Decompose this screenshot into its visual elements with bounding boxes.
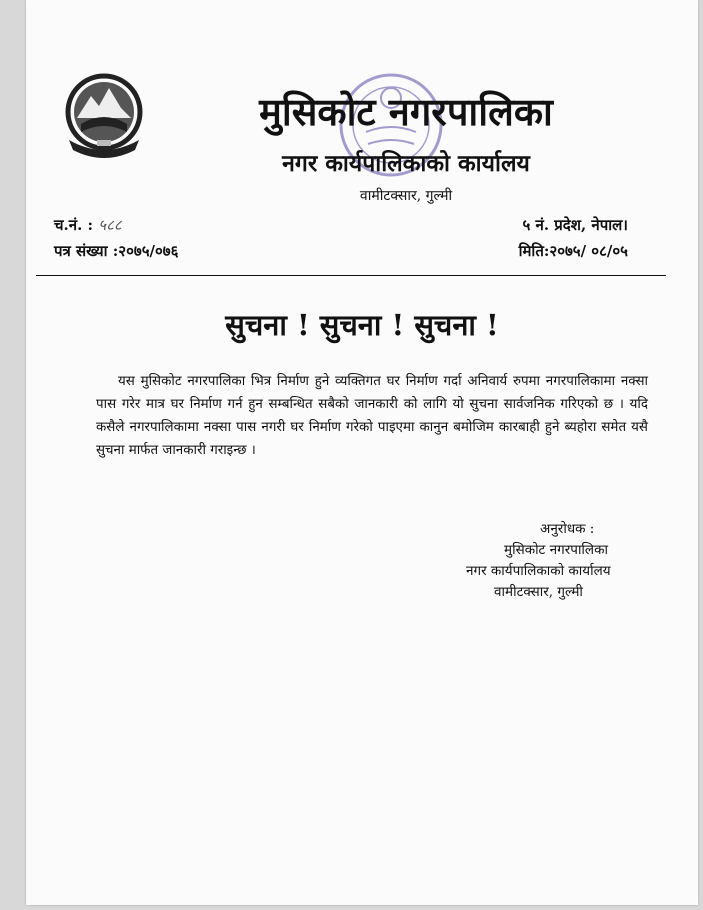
- header-divider: [36, 275, 666, 276]
- notice-body: यस मुसिकोट नगरपालिका भित्र निर्माण हुने व्यक्तिगत घर निर्माण गर्दा अनिवार्य रुपमा नगरपालिकामा नक्सा पास गरेर मात्र घर निर्माण गर्न हुन सम्बन्धित सबैको जानकारी को लागि यो सुचना सार्वजनिक गरिएको छ । यदि कसैले नगरपालिकामा नक्सा पास नगरी घर निर्माण गरेको पाइएमा कानुन बमोजिम कारबाही हुने ब्यहोरा समेत यसै सुचना मार्फत जानकारी गराइन्छ ।: [96, 374, 648, 458]
- signature-municipality: मुसिकोट नगरपालिका: [504, 542, 608, 558]
- office-subtitle: नगर कार्यपालिकाको कार्यालय: [282, 150, 530, 177]
- notice-page: [26, 0, 698, 905]
- date-value: २०७५/ ०८/०५: [549, 242, 628, 260]
- signature-requester: अनुरोधक :: [540, 521, 595, 537]
- signature-block: [466, 519, 666, 603]
- province-line: ५ नं. प्रदेश, नेपाल।: [522, 216, 628, 234]
- nepal-emblem-icon: [59, 70, 149, 166]
- municipality-title: मुसिकोट नगरपालिका: [259, 89, 553, 134]
- patra-label: पत्र संख्या :: [54, 242, 119, 260]
- signature-location: वामीटक्सार, गुल्मी: [494, 584, 583, 600]
- signature-office: नगर कार्यपालिकाको कार्यालय: [466, 563, 611, 579]
- office-location: वामीटक्सार, गुल्मी: [359, 188, 453, 204]
- chalani-number: [54, 215, 122, 235]
- letter-number: [54, 241, 178, 261]
- date-line: [519, 241, 628, 261]
- date-label: मिति:: [518, 242, 550, 260]
- chalani-value: ५८८: [98, 216, 122, 234]
- notice-heading: सुचना ! सुचना ! सुचना !: [225, 308, 499, 342]
- patra-value: २०७५/०७६: [118, 242, 179, 260]
- chalani-label: च.नं. :: [54, 216, 94, 234]
